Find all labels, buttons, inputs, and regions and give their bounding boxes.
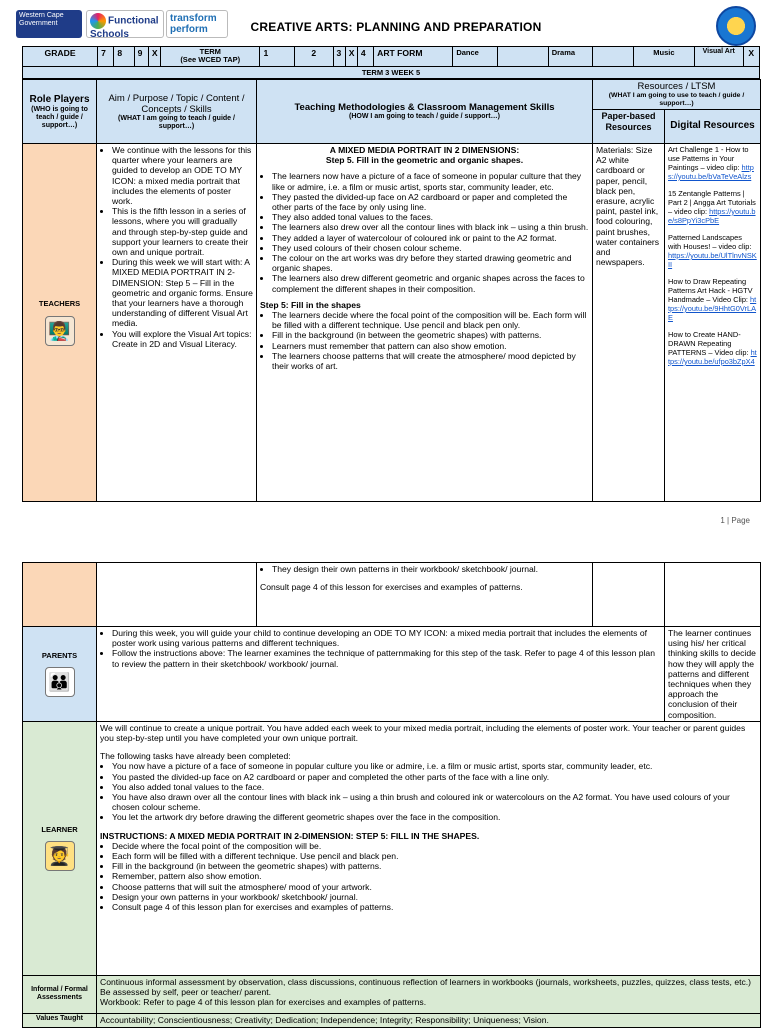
aim-list-item: • During this week we will start with: A MIXED MEDIA PORTRAIT IN 2-DIMENSION: Step 5 – Fill in the geometric and organic forms. Ensure that your learners have a thorough understanding of different Visual Art media. [112,257,253,328]
learner-instr-item: • Choose patterns that will suit the atmosphere/ mood of your artwork. [112,882,757,892]
learner-done-item: • You have also drawn over all the contour lines with black ink – using a thin brush and coloured ink or watercolours on the A2 format. You have used colours of your chosen colour scheme. [112,792,757,812]
assess-text: Continuous informal assessment by observation, class discussions, continuous reflection of learners in workbooks (journals, worksheets, puzzles, quizzes, class tests, etc.) Be assessed by self, peer or teacher/ parent. [100,976,752,998]
parents-role-cell [23,627,97,722]
term-4: 4 [357,47,373,67]
term-2: 2 [294,47,333,67]
parents-label: PARENTS [41,650,78,660]
teachers-label: TEACHERS [38,299,81,309]
grade-9: 9 [134,47,148,67]
video-link[interactable]: https://youtu.be/UlTlnvNSKII [668,251,757,269]
learner-done-item: • You now have a picture of a face of someone in popular culture you like or admire, i.e. a film or music artist, sports star, community leader, etc. [112,761,757,771]
method-list-item: • The learners also drew over all the contour lines with black ink – using a thin brush. [272,222,589,232]
grade-8: 8 [114,47,134,67]
video-link[interactable]: https://youtu.be/ufpo3bZpX4 [668,348,757,366]
method-list-item: • They used colours of their chosen colour scheme. [272,243,589,253]
dance-label: Dance [453,47,498,67]
digital-resource-text: Patterned Landscapes with Houses! – video clip: [668,233,752,251]
step5-list-item: • The learners choose patterns that will create the atmosphere/ mood depicted by their works of art. [272,351,589,371]
learner-done-list [100,761,757,822]
drama-mark [593,47,634,67]
wcg-logo: Western Cape Government [16,10,82,38]
term-3: 3 [333,47,345,67]
teachers-aim-list [100,145,253,349]
planning-table [22,46,760,79]
teachers-aim-cell [97,144,257,502]
method-subtitle: Step 5. Fill in the geometric and organic shapes. [325,155,524,166]
aim-list-item: • You will explore the Visual Art topics: Create in 2D and Visual Literacy. [112,329,253,349]
teacher-cont-consult: Consult page 4 of this lesson for exercises and examples of patterns. [260,582,523,593]
method-list-item: • They added a layer of watercolour of coloured ink or paint to the A2 format. [272,233,589,243]
teacher-cont-item: • They design their own patterns in their workbook/ sketchbook/ journal. [272,564,589,574]
learner-reading-icon: 🧑‍🎓 [45,841,75,871]
art-form-label: ART FORM [374,47,453,67]
paper-cont [593,563,665,627]
video-link[interactable]: https://youtu.be/bVaTeVeAlzs [668,163,754,181]
transform-perform-logo: transform perform [166,10,228,38]
aim-list-item: • We continue with the lessons for this quarter where your learners are guided to develop an ODE TO MY ICON: a mixed media portrait that includes the elements of poster work. [112,145,253,206]
step5-list-item: • Fill in the background (in between the geometric shapes) with patterns. [272,330,589,340]
paper-resources-cell: Materials: Size A2 white cardboard or paper, pencil, black pen, erasure, acrylic paint, pastel ink, food colouring, paint brushes, water containers and newspapers. [593,144,665,502]
paper-header: Paper-based Resources [593,110,665,144]
learner-content-cell [97,721,761,975]
teachers-method-cell [257,144,593,502]
grade-7: 7 [98,47,114,67]
page-number: 1 | Page [720,516,750,525]
learner-instr-list [100,841,757,912]
learner-done-title: The following tasks have already been completed: [100,751,291,762]
method-list-item: • The learners now have a picture of a face of someone in popular culture that they like or admire, i.e. a film or music artist, sports star, community leader, etc. [272,171,589,191]
learner-role-cell [23,721,97,975]
video-link[interactable]: https://youtu.be/9HhtG0VrLAE [668,295,757,322]
digital-list [668,145,757,366]
grade-9-mark: X [148,47,160,67]
learner-done-item: • You let the artwork dry before drawing the different geometric shapes over the face in the composition. [112,812,757,822]
method-list-item: • They pasted the divided-up face on A2 cardboard or paper and completed the other parts of the face by only using line. [272,192,589,212]
drama-label: Drama [548,47,593,67]
digital-resource-text: Art Challenge 1 - How to use Patterns in Your Paintings – video clip: [668,145,749,172]
assess-cell [97,975,761,1013]
dance-mark [497,47,548,67]
learner-instr-item: • Decide where the focal point of the composition will be. [112,841,757,851]
teachers-method-list [260,171,589,293]
parents-list [100,628,661,669]
color-wheel-icon [90,13,106,29]
visual-art-mark: X [743,47,759,67]
digital-resource-text: How to Draw Repeating Patterns Art Hack - HGTV Handmade – Video Clip: [668,277,753,304]
page-title: CREATIVE ARTS: PLANNING AND PREPARATION [250,20,542,34]
digital-resource-item [668,330,757,366]
digital-resource-text: How to Create HAND-DRAWN Repeating PATTERNS – Video clip: [668,330,751,357]
step5-title: Step 5: Fill in the shapes [260,299,361,310]
learner-instr-item: • Fill in the background (in between the geometric shapes) with patterns. [112,861,757,871]
learner-instr-item: • Design your own patterns in your workbook/ sketchbook/ journal. [112,892,757,902]
grade-label: GRADE [23,47,98,67]
term-3-mark: X [345,47,357,67]
learner-label: LEARNER [41,825,78,835]
teacher-icon: 👨‍🏫 [45,316,75,346]
visual-art-label: Visual Art [694,47,743,67]
term-label: TERM (See WCED TAP) [161,47,260,67]
term-1: 1 [260,47,295,67]
teachers-step5-list [260,310,589,371]
assess-label: Informal / Formal Assessments [23,975,97,1013]
method-title: A MIXED MEDIA PORTRAIT IN 2 DIMENSIONS: [329,145,520,155]
parent-child-icon: 👪 [45,667,75,697]
teachers-method-cont [257,563,593,627]
parents-list-item: • During this week, you will guide your child to continue developing an ODE TO MY ICON: a mixed media portrait that includes the elements of poster work using various patterns and different techniques. [112,628,661,648]
method-list-item: • They also added tonal values to the faces. [272,212,589,222]
learner-done-item: • You also added tonal values to the face. [112,782,757,792]
digital-header: Digital Resources [665,110,761,144]
method-header: Teaching Methodologies & Classroom Management Skills (HOW I am going to teach / guide / support…) [257,80,593,144]
learner-instr-item: • Each form will be filled with a different technique. Use pencil and black pen. [112,851,757,861]
digital-resource-item [668,233,757,269]
content-table [22,79,761,502]
seal-icon [716,6,756,46]
values-label: Values Taught [23,1013,97,1027]
aim-header: Aim / Purpose / Topic / Content / Concepts / Skills (WHAT I am going to teach / guide / support…) [97,80,257,144]
functional-schools-logo: Functional Schools [86,10,164,38]
learner-done-item: • You pasted the divided-up face on A2 cardboard or paper and completed the other parts of the face with a line only. [112,772,757,782]
parents-content-cell [97,627,665,722]
teachers-role-cont [23,563,97,627]
resources-header: Resources / LTSM (WHAT I am going to use to teach / guide / support…) [593,80,761,110]
week-row: TERM 3 WEEK 5 [23,67,760,79]
method-list-item: • The colour on the art works was dry before they started drawing geometric and organic shapes. [272,253,589,273]
teachers-role-cell [23,144,97,502]
digital-resource-item [668,277,757,322]
parents-right-cell: The learner continues using his/ her critical thinking skills to decide how they will apply the patterns and different techniques when they approach the conclusion of their composition. [665,627,761,722]
learner-instr-item: • Consult page 4 of this lesson plan for exercises and examples of patterns. [112,902,757,912]
digital-resources-cell [665,144,761,502]
learner-intro: We will continue to create a unique portrait. You have added each week to your mixed media portrait, including the elements of poster work. Your teacher or parent guides you step-by-step until you have completed your own unique portrait. [100,722,746,744]
parents-list-item: • Follow the instructions above: The learner examines the technique of patternmaking for this step of the task. Refer to page 4 of this lesson plan to review the pattern in their sketchbook/ workbook/ journal. [112,648,661,668]
method-list-item: • The learners also drew different geometric and organic shapes across the faces to complement the different shapes in their composition. [272,273,589,293]
digital-cont [665,563,761,627]
music-label: Music [633,47,694,67]
values-cell: Accountability; Conscientiousness; Creativity; Dedication; Independence; Integrity; Responsibility; Uniqueness; Vision. [97,1013,761,1027]
digital-resource-item [668,189,757,225]
learner-instr-title: INSTRUCTIONS: A MIXED MEDIA PORTRAIT IN 2-DIMENSION: STEP 5: FILL IN THE SHAPES. [100,830,480,841]
teachers-aim-cont [97,563,257,627]
assess-text-2: Workbook: Refer to page 4 of this lesson plan for exercises and examples of patterns. [100,997,427,1008]
learner-instr-item: • Remember, pattern also show emotion. [112,871,757,881]
header [16,8,756,42]
content-table-continued [22,562,761,1028]
page-2 [0,540,768,1024]
aim-list-item: • This is the fifth lesson in a series of lessons, where you will gradually and through step-by-step guide and support your learners to create their own and unique portrait. [112,206,253,257]
digital-resource-text: 15 Zentangle Patterns | Part 2 | Angga Art Tutorials – video clip: [668,189,756,216]
role-header: Role Players (WHO is going to teach / guide / support…) [23,80,97,144]
step5-list-item: • Learners must remember that pattern can also show emotion. [272,341,589,351]
video-link[interactable]: https://youtu.be/s8PpYi3cPbE [668,207,756,225]
step5-list-item: • The learners decide where the focal point of the composition will be. Each form will be filled with a different technique. Use pencil and black pen only. [272,310,589,330]
digital-resource-item [668,145,757,181]
